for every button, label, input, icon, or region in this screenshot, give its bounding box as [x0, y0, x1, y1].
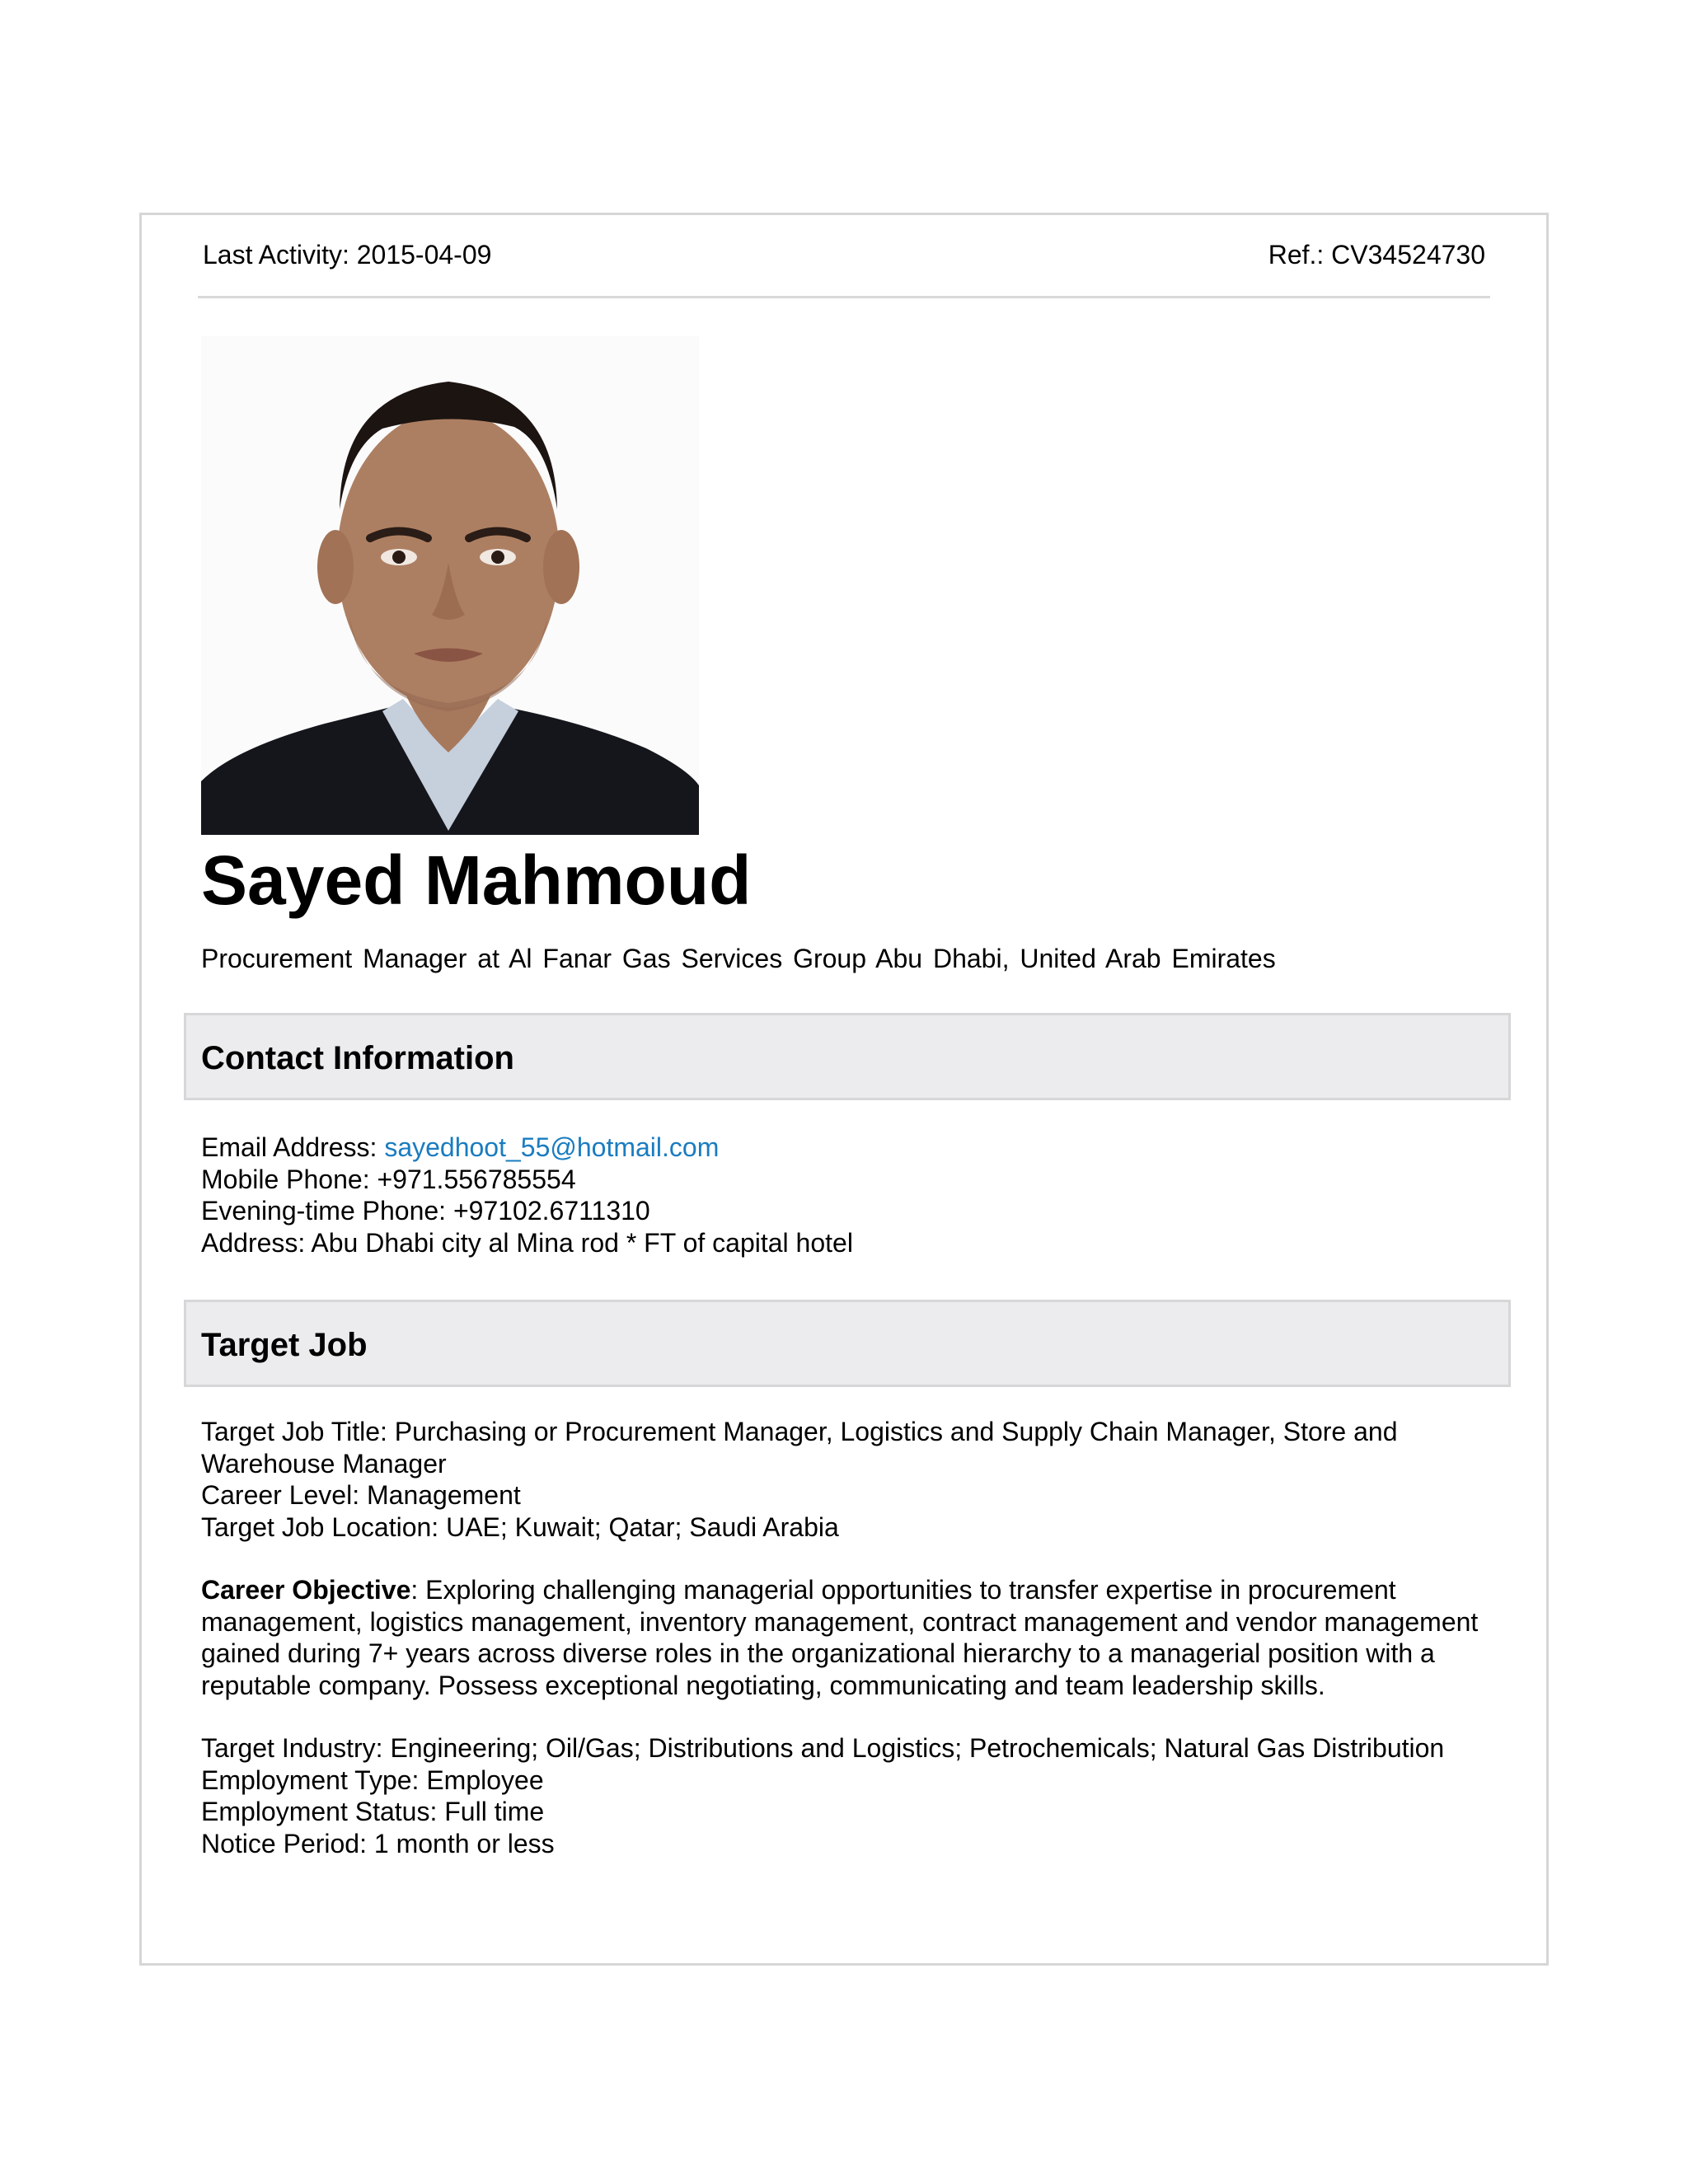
spacer — [201, 1543, 1503, 1574]
employment-type-value: Employee — [426, 1765, 544, 1795]
ref-value: CV34524730 — [1331, 240, 1485, 269]
mobile-value: +971.556785554 — [377, 1164, 576, 1194]
resume-card — [139, 213, 1549, 1966]
career-objective-value: : Exploring challenging managerial opportunities to transfer expertise in procurement management, logistics management, inventory management, contract management and vendor management gained during 7+ years across diverse roles in the organizational hierarchy to a managerial position with a reputable company. Possess exceptional negotiating, communicating and team leadership skills. — [201, 1575, 1479, 1700]
target-job-section-title: Target Job — [201, 1327, 368, 1363]
contact-section-title: Contact Information — [201, 1040, 514, 1076]
last-activity-label: Last Activity: — [203, 240, 349, 269]
mobile-row — [201, 1164, 1503, 1196]
employment-type-row — [201, 1765, 1503, 1797]
contact-section-body — [201, 1132, 1503, 1258]
profile-photo-image — [201, 336, 699, 835]
career-level-label: Career Level: — [201, 1480, 360, 1510]
career-level-row — [201, 1479, 1503, 1511]
email-row — [201, 1132, 1503, 1164]
target-job-title-value: Purchasing or Procurement Manager, Logistics and Supply Chain Manager, Store and Warehouse Manager — [201, 1417, 1398, 1479]
career-objective-label: Career Objective — [201, 1575, 411, 1605]
mobile-label: Mobile Phone: — [201, 1164, 370, 1194]
evening-phone-row — [201, 1195, 1503, 1227]
target-job-title-row — [201, 1416, 1503, 1479]
spacer — [201, 1701, 1503, 1732]
contact-section-header — [184, 1013, 1511, 1100]
career-objective-row — [201, 1574, 1503, 1701]
address-label: Address: — [201, 1227, 306, 1258]
target-industry-row — [201, 1732, 1503, 1765]
top-info-bar — [198, 215, 1490, 298]
evening-phone-label: Evening-time Phone: — [201, 1196, 447, 1226]
target-job-section-header — [184, 1300, 1511, 1387]
target-location-row — [201, 1511, 1503, 1544]
employment-status-row — [201, 1796, 1503, 1828]
target-location-label: Target Job Location: — [201, 1511, 439, 1542]
notice-period-value: 1 month or less — [373, 1828, 555, 1858]
email-link[interactable]: sayedhoot_55@hotmail.com — [384, 1132, 720, 1162]
target-job-section-body — [201, 1416, 1503, 1859]
ref-label: Ref.: — [1268, 240, 1325, 269]
candidate-headline: Procurement Manager at Al Fanar Gas Services Group Abu Dhabi, United Arab Emirates — [201, 944, 1276, 973]
employment-type-label: Employment Type: — [201, 1765, 420, 1795]
notice-period-row — [201, 1828, 1503, 1860]
reference-number — [1268, 238, 1485, 271]
email-label: Email Address: — [201, 1132, 377, 1162]
evening-phone-value: +97102.6711310 — [452, 1196, 650, 1226]
employment-status-value: Full time — [444, 1797, 545, 1826]
target-job-title-label: Target Job Title: — [201, 1417, 387, 1446]
address-row — [201, 1227, 1503, 1259]
career-level-value: Management — [366, 1480, 521, 1510]
target-industry-label: Target Industry: — [201, 1733, 383, 1763]
target-industry-value: Engineering; Oil/Gas; Distributions and Logistics; Petrochemicals; Natural Gas Distribution — [390, 1733, 1445, 1763]
last-activity — [203, 238, 491, 271]
employment-status-label: Employment Status: — [201, 1797, 438, 1826]
candidate-name: Sayed Mahmoud — [201, 841, 752, 919]
notice-period-label: Notice Period: — [201, 1828, 367, 1858]
address-value: Abu Dhabi city al Mina rod * FT of capital hotel — [311, 1227, 853, 1258]
last-activity-value: 2015-04-09 — [356, 240, 492, 269]
profile-photo — [201, 336, 699, 835]
target-location-value: UAE; Kuwait; Qatar; Saudi Arabia — [446, 1511, 839, 1542]
